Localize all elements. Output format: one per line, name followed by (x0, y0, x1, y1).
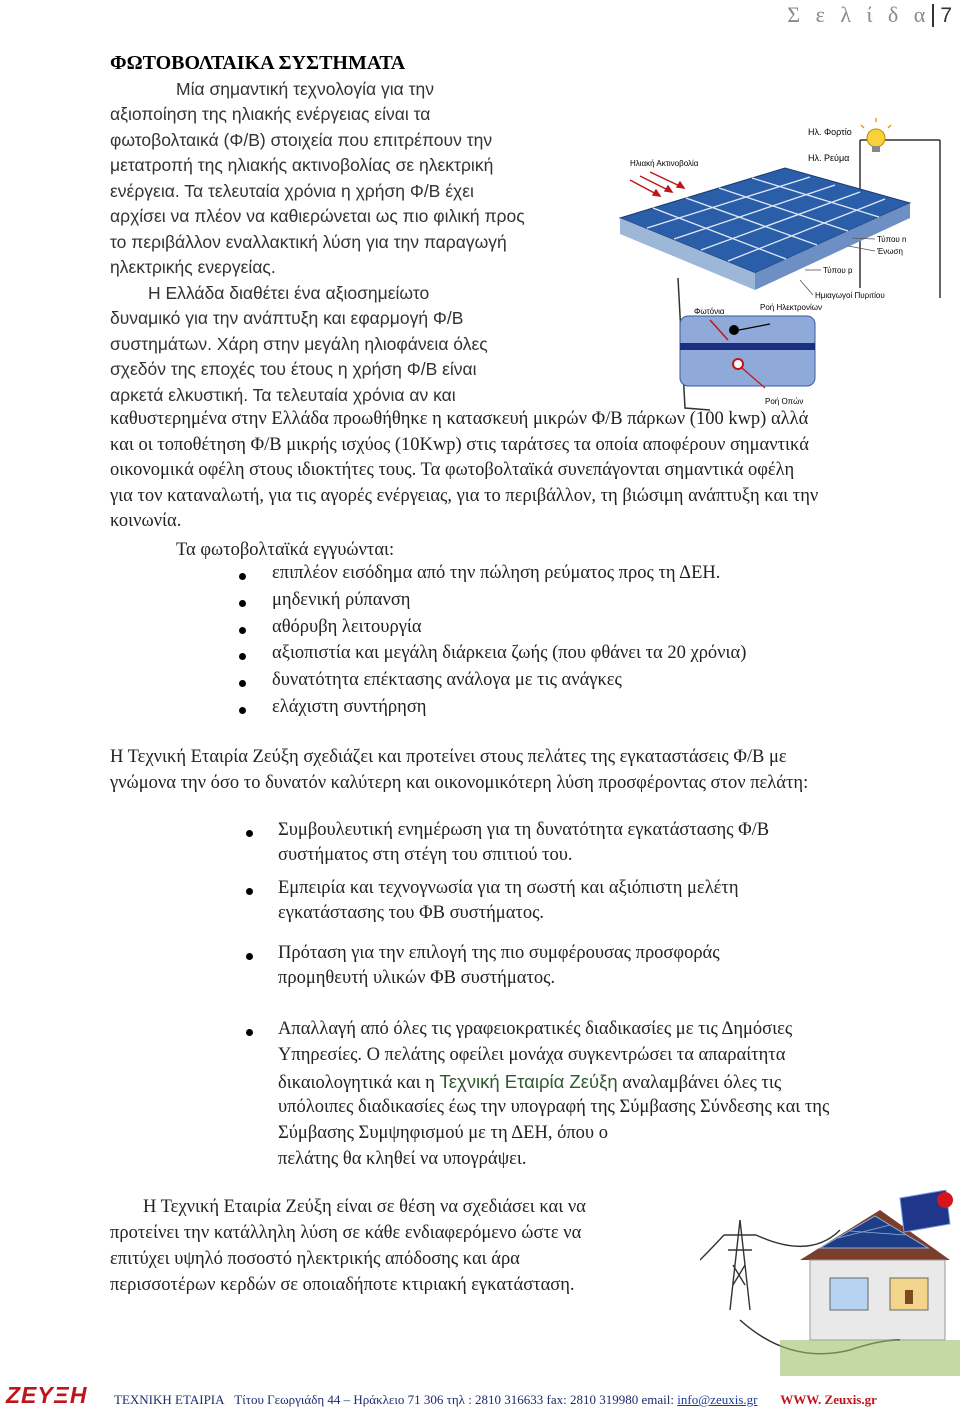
house (800, 1210, 950, 1340)
intro-line: αρχίσει να πλέον να καθιερώνεται ως πιο φιλική προς (110, 206, 525, 226)
body-line: και οι τοποθέτηση Φ/Β μικρής ισχύος (10Kwp) στις ταράτσες τα οποία αποφέρουν σημαντικά (110, 435, 809, 455)
label-junction: Ένωση (877, 247, 903, 256)
page-label: Σ ε λ ί δ α (787, 2, 931, 27)
label-p-type: Τύπου p (823, 266, 853, 275)
footer-website-link[interactable]: WWW. Zeuxis.gr (780, 1392, 877, 1407)
page-title: ΦΩΤΟΒΟΛΤΑΙΚΑ ΣΥΣΤΗΜΑΤΑ (110, 52, 406, 74)
list-item: εγκατάστασης του ΦΒ συστήματος. (278, 903, 545, 923)
list-item: συστήματος στη στέγη του σπιτιού του. (278, 845, 573, 865)
company-logo: ΖΕΥΞΗ (6, 1382, 88, 1408)
pv-cell-diagram (610, 118, 960, 418)
list-item-text: δικαιολογητικά και η (278, 1073, 440, 1093)
body-line: καθυστερημένα στην Ελλάδα προωθήθηκε η κατασκευή μικρών Φ/Β πάρκων (100 kwp) αλλά (110, 409, 809, 429)
intro-line: αξιοποίηση της ηλιακής ενέργειας είναι τα (110, 104, 431, 124)
list-item: Υπηρεσίες. Ο πελάτης οφείλει μονάχα συγκεντρώσει τα απαραίτητα (278, 1045, 786, 1065)
bullet-icon (239, 573, 246, 580)
intro-line: δυναμικό για την ανάπτυξη και εφαρμογή Φ/Β (110, 308, 464, 328)
page-number-header (787, 2, 952, 28)
label-n-type: Τύπου n (877, 235, 907, 244)
intro-line: μετατροπή της ηλιακής ακτινοβολίας σε ηλεκτρική (110, 155, 494, 175)
intro-line: ηλεκτρικής ενεργείας. (110, 257, 276, 277)
label-current: Ηλ. Ρεύμα (808, 153, 850, 163)
label-hole-flow: Ροή Οπών (765, 397, 804, 406)
intro-line: ενέργεια. Τα τελευταία χρόνια η χρήση Φ/Β έχει (110, 181, 474, 201)
list-item: Πρόταση για την επιλογή της πιο συμφέρουσας προσφοράς (278, 943, 720, 963)
bullet-icon (246, 830, 253, 837)
intro-line: αρκετά ελκυστική. Τα τελευταία χρόνια αν και (110, 385, 456, 405)
label-load: Ηλ. Φορτίο (808, 127, 852, 137)
body-line: προτείνει την κατάλληλη λύση σε κάθε ενδιαφερόμενο ώστε να (110, 1223, 582, 1243)
house-illustration (700, 1190, 960, 1376)
list-item: Σύμβασης Συμψηφισμού με τη ΔΕΗ, όπου ο (278, 1123, 608, 1143)
bullet-icon (239, 600, 246, 607)
list-item: Απαλλαγή από όλες τις γραφειοκρατικές διαδικασίες με τις Δημόσιες (278, 1019, 793, 1039)
sun-rays (630, 172, 684, 196)
body-line: οικονομικά οφέλη στους ιδιοκτήτες τους. Τα φωτοβολταϊκά συνεπάγονται σημαντικά οφέλη (110, 460, 795, 480)
bullet-icon (239, 653, 246, 660)
label-photons: Φωτόνια (694, 307, 725, 316)
intro-line: Η Ελλάδα διαθέτει ένα αξιοσημείωτο (148, 283, 430, 303)
electron-icon (729, 325, 739, 335)
cell-cross-section (680, 303, 822, 406)
intro-line: συστημάτων. Χάρη στην μεγάλη ηλιοφάνεια όλες (110, 334, 488, 354)
list-item: πελάτης θα κληθεί να υπογράψει. (278, 1149, 527, 1169)
page-number: 7 (932, 4, 952, 27)
list-item (278, 1071, 781, 1094)
company-name: Τεχνική Εταιρία Ζεύξη (439, 1071, 618, 1092)
bullet-icon (246, 1029, 253, 1036)
list-item: ελάχιστη συντήρηση (272, 697, 427, 717)
bullet-icon (239, 627, 246, 634)
bullet-icon (246, 888, 253, 895)
list-item: προμηθευτή υλικών ΦΒ συστήματος. (278, 968, 556, 988)
intro-line: φωτοβολταικά (Φ/Β) στοιχεία που επιτρέπουν την (110, 130, 493, 150)
solar-panel-rack-icon (900, 1190, 953, 1232)
body-line: κοινωνία. (110, 511, 182, 531)
list-item: αθόρυβη λειτουργία (272, 617, 422, 637)
list-item: δυνατότητα επέκτασης ανάλογα με τις ανάγκες (272, 670, 622, 690)
list-item: μηδενική ρύπανση (272, 590, 411, 610)
footer (0, 1376, 960, 1414)
intro-line: σχεδόν της εποχές του έτους η χρήση Φ/Β είναι (110, 359, 477, 379)
guarantees-heading: Τα φωτοβολταϊκά εγγυώνται: (176, 540, 395, 560)
light-bulb-icon (861, 118, 891, 152)
solar-panel (620, 168, 910, 290)
list-item: αξιοπιστία και μεγάλη διάρκεια ζωής (που φθάνει τα 20 χρόνια) (272, 643, 747, 663)
list-item: υπόλοιπες διαδικασίες έως την υπογραφή της Σύμβασης Σύνδεσης και της (278, 1097, 830, 1117)
bullet-icon (239, 707, 246, 714)
list-item: Συμβουλευτική ενημέρωση για τη δυνατότητα εγκατάστασης Φ/Β (278, 820, 770, 840)
footer-text (114, 1392, 877, 1408)
label-semiconductors: Ημιαγωγοί Πυριτίου (815, 291, 885, 300)
body-line: περισσοτέρων κερδών σε οποιαδήποτε κτιριακή εγκατάσταση. (110, 1275, 575, 1295)
footer-address: Τίτου Γεωργιάδη 44 – Ηράκλειο 71 306 τηλ : 2810 316633 fax: 2810 319980 email: (234, 1392, 678, 1407)
label-radiation: Ηλιακή Ακτινοβολία (630, 159, 699, 168)
body-line: Η Τεχνική Εταιρία Ζεύξη σχεδιάζει και προτείνει στους πελάτες της εγκαταστάσεις Φ/Β με (110, 747, 787, 767)
label-electron-flow: Ροή Ηλεκτρονίων (760, 303, 822, 312)
list-item-text: αναλαμβάνει όλες τις (617, 1073, 782, 1093)
footer-company: ΤΕΧΝΙΚΗ ΕΤΑΙΡΙΑ (114, 1392, 225, 1407)
list-item: επιπλέον εισόδημα από την πώληση ρεύματος προς τη ΔΕΗ. (272, 563, 721, 583)
body-line: επιτύχει υψηλό ποσοστό ηλεκτρικής απόδοσης και άρα (110, 1249, 520, 1269)
hole-icon (733, 359, 743, 369)
footer-email-link[interactable]: info@zeuxis.gr (677, 1392, 758, 1407)
intro-line: Μία σημαντική τεχνολογία για την (176, 79, 434, 99)
list-item: Εμπειρία και τεχνογνωσία για τη σωστή και αξιόπιστη μελέτη (278, 878, 739, 898)
bullet-icon (239, 680, 246, 687)
body-line: γνώμονα την όσο το δυνατόν καλύτερη και οικονομικότερη λύση προσφέροντας στον πελάτη: (110, 773, 809, 793)
bullet-icon (246, 953, 253, 960)
intro-line: το περιβάλλον εναλλακτική λύση για την παραγωγή (110, 232, 507, 252)
body-line: Η Τεχνική Εταιρία Ζεύξη είναι σε θέση να σχεδιάσει και να (143, 1197, 586, 1217)
body-line: για τον καταναλωτή, για τις αγορές ενέργειας, για το περιβάλλον, τη βιώσιμη ανάπτυξη και την (110, 486, 819, 506)
